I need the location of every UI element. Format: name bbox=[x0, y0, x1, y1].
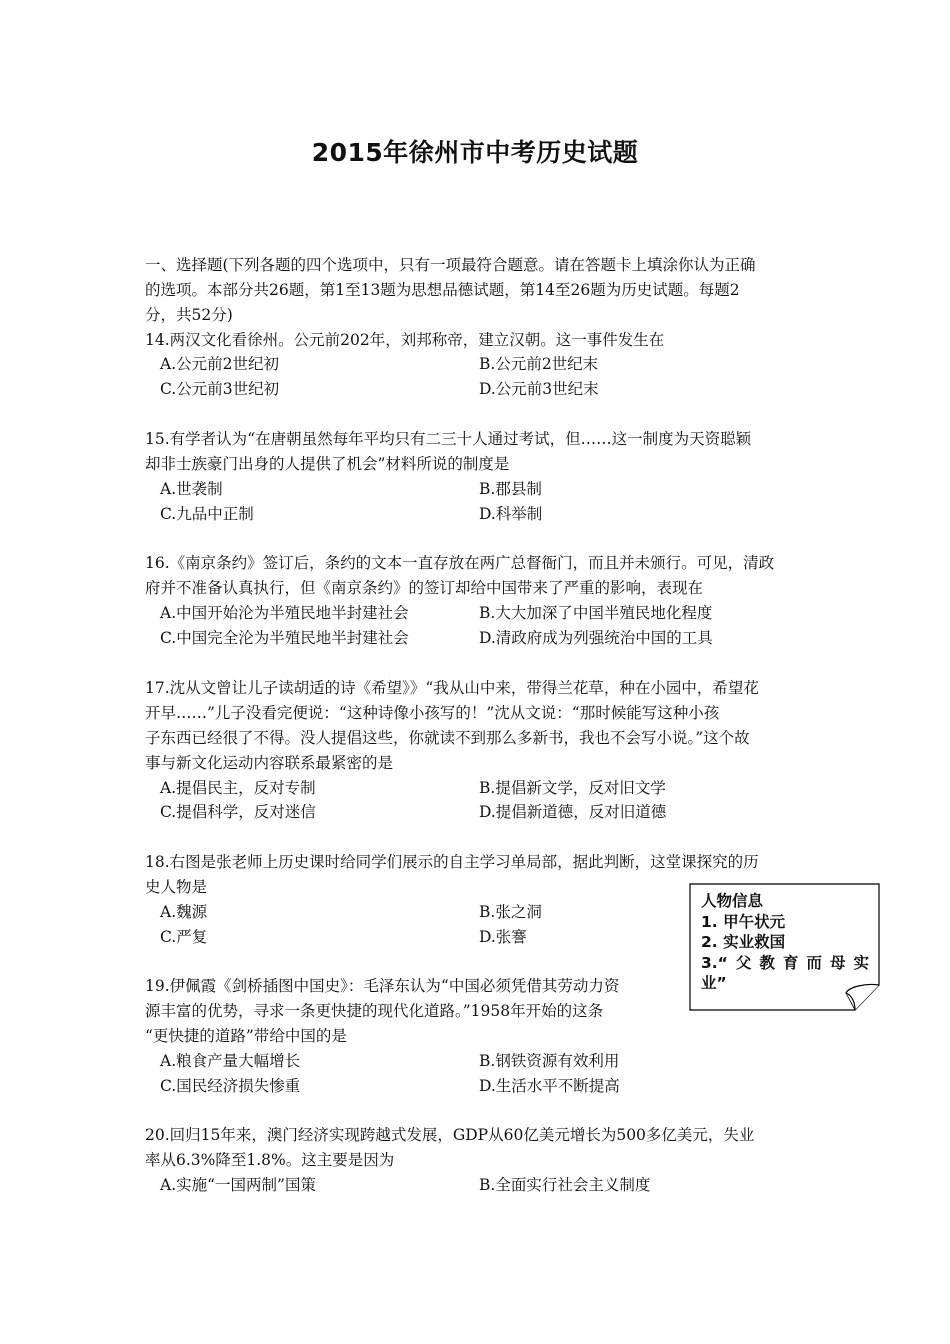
q14-option-a: A.公元前2世纪初 bbox=[160, 355, 279, 373]
q19-option-d: D.生活水平不断提高 bbox=[479, 1077, 620, 1095]
q17-option-c: C.提倡科学，反对迷信 bbox=[160, 803, 316, 821]
q20-option-a: A.实施“一国两制”国策 bbox=[160, 1176, 316, 1194]
q17-stem-2: 开早……”儿子没看完便说：“这种诗像小孩写的！”沈从文说：“那时候能写这种小孩 bbox=[145, 704, 720, 722]
q18-option-d: D.张謇 bbox=[479, 928, 527, 946]
q17-stem-1: 17.沈从文曾让儿子读胡适的诗《希望》》“我从山中来，带得兰花草，种在小园中，希望花 bbox=[145, 679, 759, 697]
q17-stem-3: 子东西已经很了不得。没人提倡这些，你就读不到那么多新书，我也不会写小说。”这个故 bbox=[145, 729, 750, 747]
q16-option-b: B.大大加深了中国半殖民地化程度 bbox=[479, 604, 713, 622]
page-title: 2015年徐州市中考历史试题 bbox=[311, 138, 639, 167]
q19-option-b: B.钢铁资源有效利用 bbox=[479, 1052, 620, 1070]
q18-option-c: C.严复 bbox=[160, 928, 208, 946]
note-item-3-char: 而 bbox=[806, 953, 822, 972]
q15-stem-1: 15.有学者认为“在唐朝虽然每年平均只有二三十人通过考试，但……这一制度为天资聪颖 bbox=[145, 430, 752, 448]
note-item-1: 1. 甲午状元 bbox=[701, 912, 786, 931]
q15-option-a: A.世袭制 bbox=[160, 480, 223, 498]
q17-option-d: D.提倡新道德，反对旧道德 bbox=[479, 803, 667, 821]
q18-option-b: B.张之洞 bbox=[479, 903, 542, 921]
note-item-3-end: 业” bbox=[701, 974, 727, 992]
note-item-3-char: 育 bbox=[782, 953, 799, 972]
q19-stem-1: 19.伊佩霞《剑桥插图中国史》：毛泽东认为“中国必须凭借其劳动力资 bbox=[145, 977, 620, 995]
q20-stem-1: 20.回归15年来，澳门经济实现跨越式发展，GDP从60亿美元增长为500多亿美元，失业 bbox=[145, 1126, 755, 1144]
q17-option-b: B.提倡新文学，反对旧文学 bbox=[479, 779, 666, 797]
q19-option-a: A.粮食产量大幅增长 bbox=[160, 1052, 301, 1070]
person-info-note bbox=[689, 883, 881, 1011]
q17-stem-4: 事与新文化运动内容联系最紧密的是 bbox=[145, 754, 394, 772]
q14-option-c: C.公元前3世纪初 bbox=[160, 380, 280, 398]
q17-option-a: A.提倡民主，反对专制 bbox=[160, 779, 316, 797]
q19-stem-2: 源丰富的优势，寻求一条更快捷的现代化道路。”1958年开始的这条 bbox=[145, 1002, 604, 1020]
q19-stem-3: “更快捷的道路”带给中国的是 bbox=[145, 1027, 347, 1045]
q20-option-b: B.全面实行社会主义制度 bbox=[479, 1176, 651, 1194]
q15-option-c: C.九品中正制 bbox=[160, 505, 254, 523]
q18-stem-1: 18.右图是张老师上历史课时给同学们展示的自主学习单局部，据此判断，这堂课探究的历 bbox=[145, 853, 759, 871]
note-heading: 人物信息 bbox=[701, 892, 764, 910]
q15-option-b: B.郡县制 bbox=[479, 480, 542, 498]
note-item-3-char: 实 bbox=[853, 953, 869, 972]
q16-option-d: D.清政府成为列强统治中国的工具 bbox=[479, 629, 713, 647]
q18-stem-2: 史人物是 bbox=[145, 878, 208, 896]
intro-line-2: 的选项。本部分共26题，第1至13题为思想品德试题，第14至26题为历史试题。每题2 bbox=[145, 281, 740, 299]
q20-stem-2: 率从6.3%降至1.8%。这主要是因为 bbox=[145, 1151, 395, 1169]
intro-line-1: 一、选择题(下列各题的四个选项中，只有一项最符合题意。请在答题卡上填涂你认为正确 bbox=[145, 256, 756, 274]
intro-line-3: 分，共52分) bbox=[145, 306, 233, 324]
q16-stem-1: 16.《南京条约》签订后，条约的文本一直存放在两广总督衙门，而且并未颁行。可见，清政 bbox=[145, 554, 775, 572]
q16-option-a: A.中国开始沦为半殖民地半封建社会 bbox=[160, 604, 409, 622]
q14-option-b: B.公元前2世纪末 bbox=[479, 355, 599, 373]
q14-option-d: D.公元前3世纪末 bbox=[479, 380, 599, 398]
note-item-3-char: 教 bbox=[759, 953, 775, 972]
note-item-2: 2. 实业救国 bbox=[701, 933, 786, 951]
note-item-3-char: 母 bbox=[829, 953, 846, 972]
q19-option-c: C.国民经济损失惨重 bbox=[160, 1077, 301, 1095]
q18-option-a: A.魏源 bbox=[160, 903, 208, 921]
note-item-3-char: 3.“ bbox=[701, 953, 728, 972]
q16-stem-2: 府并不准备认真执行，但《南京条约》的签订却给中国带来了严重的影响，表现在 bbox=[145, 579, 704, 597]
note-item-3-char: 父 bbox=[735, 953, 752, 972]
q16-option-c: C.中国完全沦为半殖民地半封建社会 bbox=[160, 629, 409, 647]
q15-option-d: D.科举制 bbox=[479, 505, 543, 523]
note-item-3 bbox=[701, 953, 869, 974]
q14-stem: 14.两汉文化看徐州。公元前202年，刘邦称帝，建立汉朝。这一事件发生在 bbox=[145, 331, 665, 349]
q15-stem-2: 却非士族豪门出身的人提供了机会”材料所说的制度是 bbox=[145, 455, 510, 473]
